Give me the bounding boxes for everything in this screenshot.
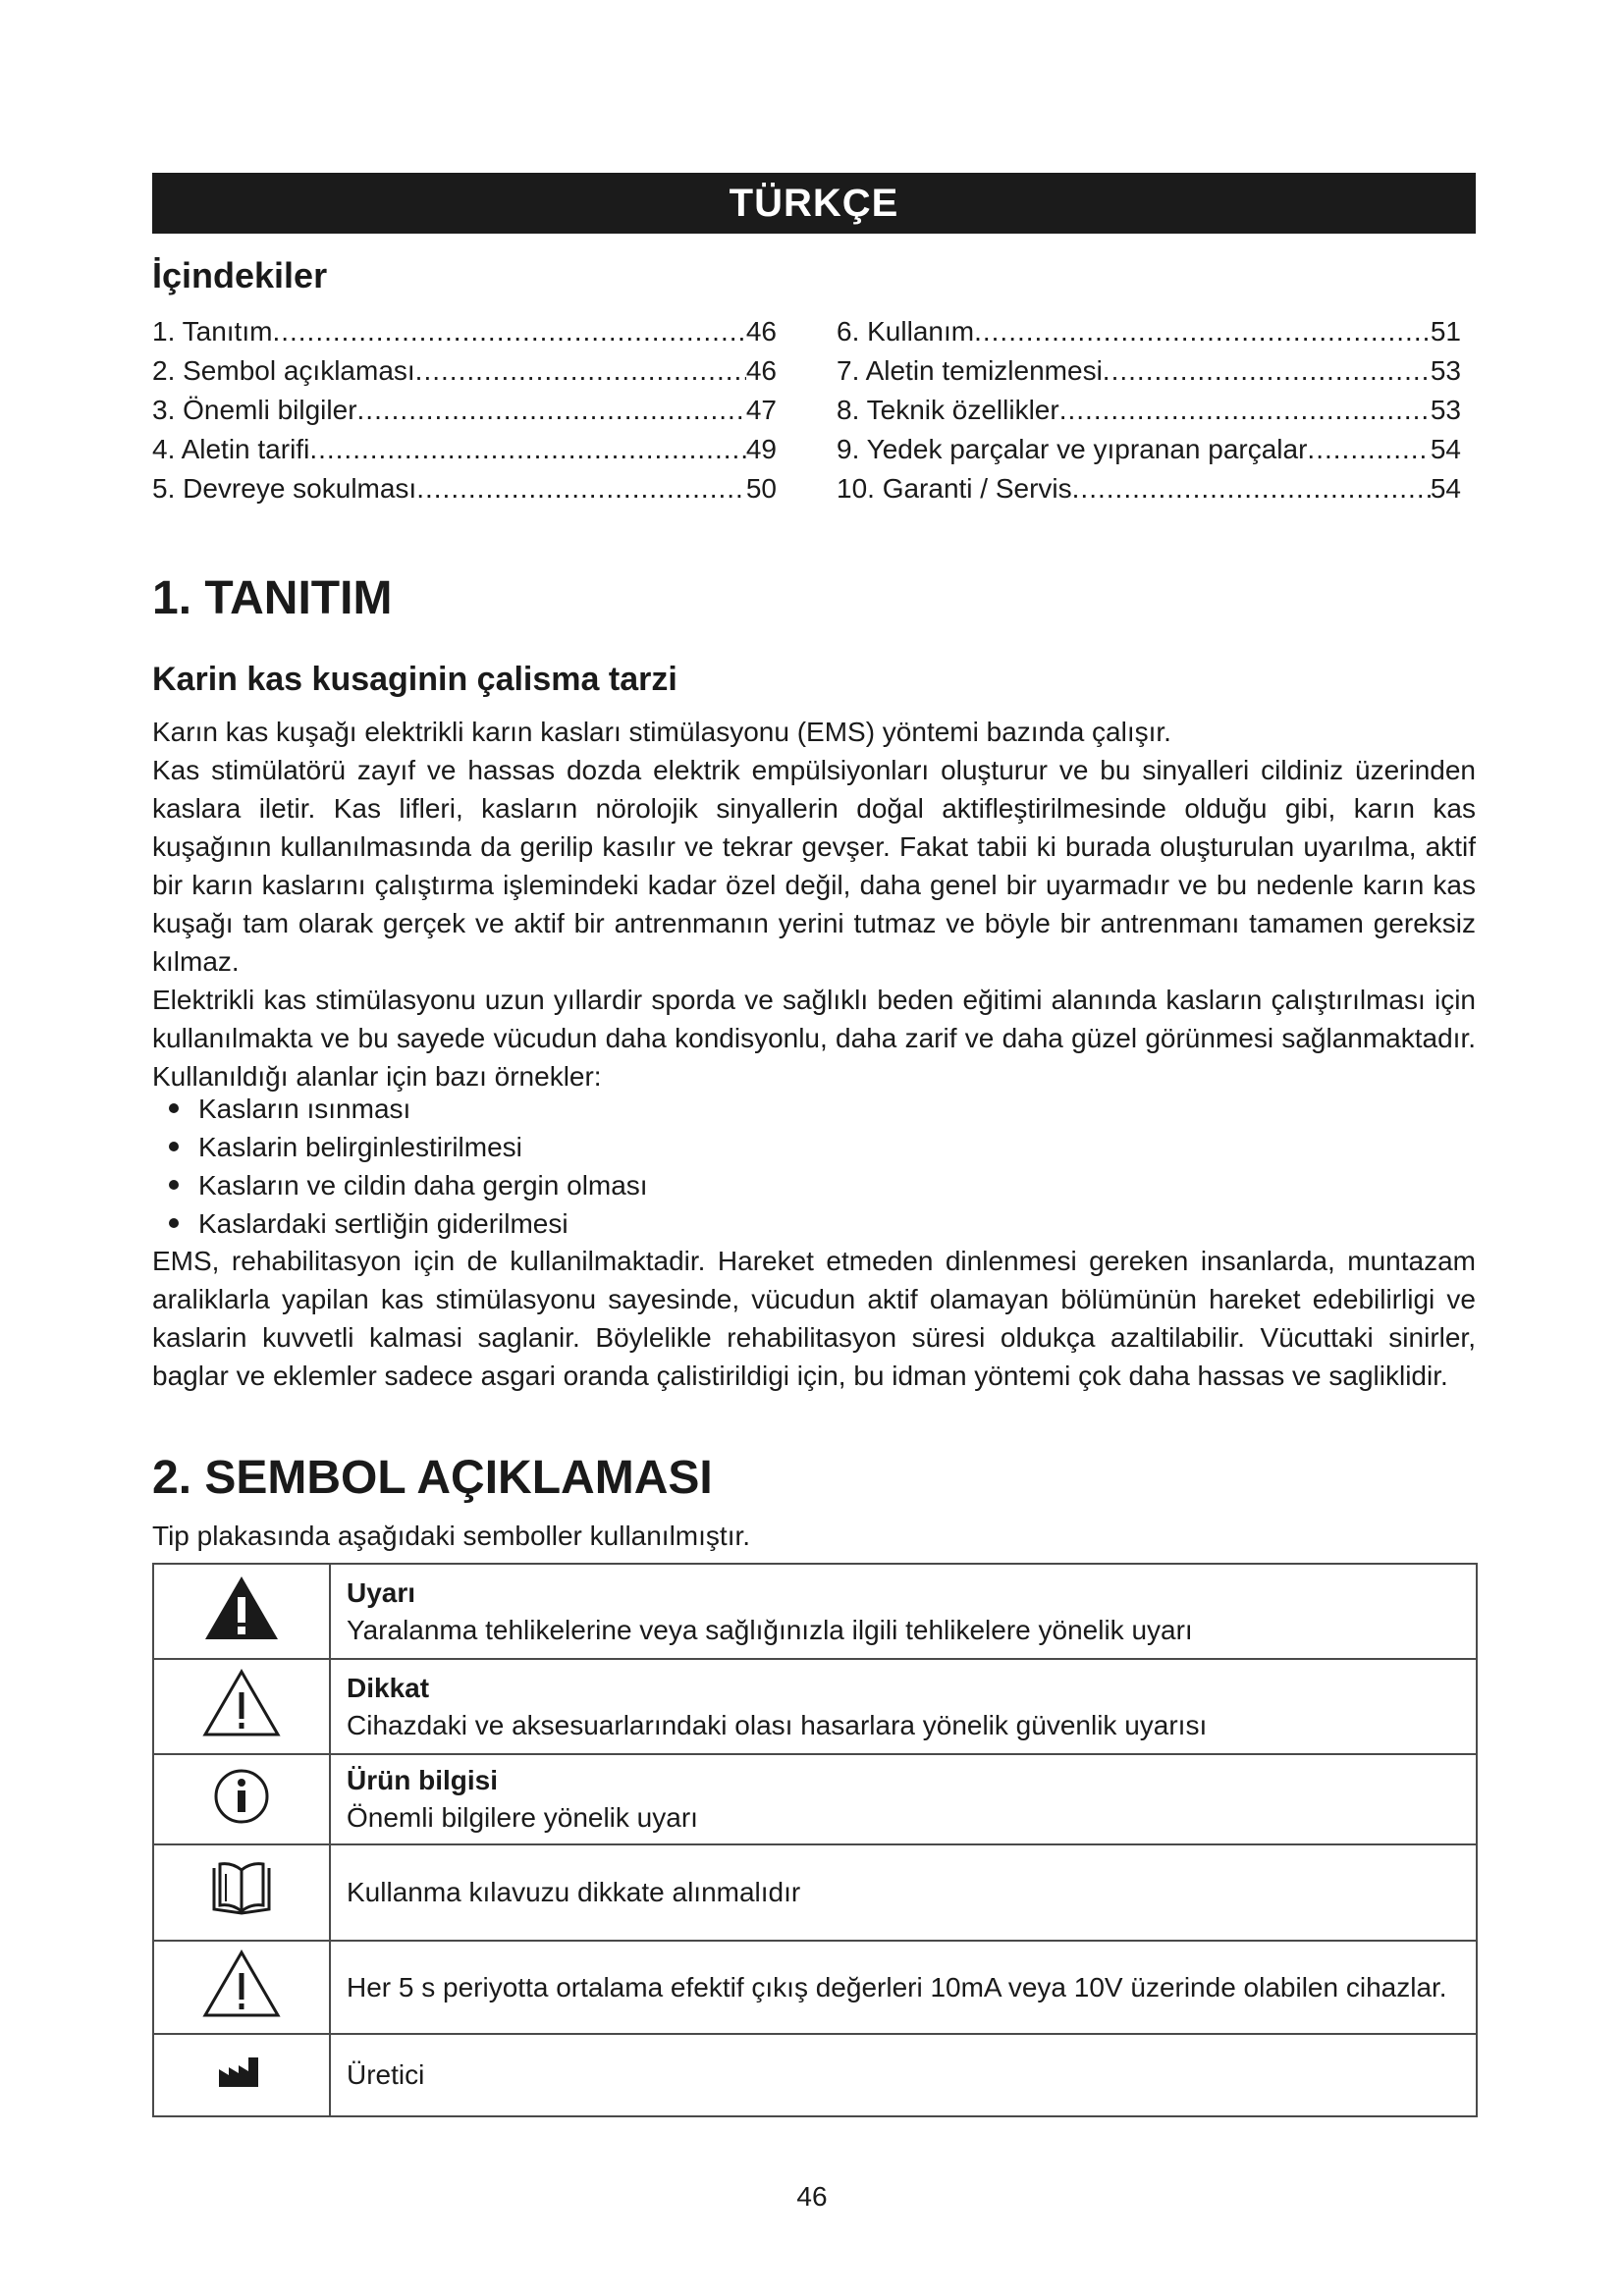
section1-subheading: Karin kas kusaginin çalisma tarzi <box>152 661 677 698</box>
toc-entry[interactable] <box>152 351 777 391</box>
toc-left-column <box>152 312 777 508</box>
symbol-text: Cihazdaki ve aksesuarlarındaki olası hasarlara yönelik güvenlik uyarısı <box>347 1709 1208 1740</box>
toc-leader <box>416 469 746 508</box>
toc-entry[interactable] <box>837 312 1461 351</box>
toc-entry-page: 50 <box>745 473 777 504</box>
symbol-table <box>152 1563 1478 2117</box>
toc-entry[interactable] <box>152 469 777 508</box>
caution-outline-icon <box>202 1668 281 1738</box>
toc-entry[interactable] <box>152 391 777 430</box>
section1-paragraph-2: Kas stimülatörü zayıf ve hassas dozda elektrik empülsiyonları oluşturur ve bu sinyalleri cildiniz üzerinden kaslara iletir. Kas lifleri, kasların nörolojik sinyallerin doğal aktifleştirilmesinde olduğu gibi, karın kas kuşağının kullanılmasında da gerilip kasılır ve tekrar gevşer. Fakat tabii ki burada oluşturulan uyarılma, aktif bir karın kaslarını çalıştırma işlemindeki kadar özel değil, daha genel bir uyarmadır ve bu nedenle karın kas kuşağı tam olarak gerçek ve aktif bir antrenmanın yerini tutmaz ve böyle bir antrenmanı tamamen gereksiz kılmaz. <box>152 755 1476 977</box>
toc-leader <box>1307 430 1430 469</box>
table-row <box>153 1754 1477 1844</box>
symbol-title: Ürün bilgisi <box>347 1765 498 1795</box>
list-item <box>169 1204 648 1243</box>
toc-leader <box>1103 351 1431 391</box>
list-item <box>169 1166 648 1204</box>
toc-entry-label: 4. Aletin tarifi <box>152 434 310 464</box>
page-number: 46 <box>796 2181 828 2212</box>
toc-entry-page: 53 <box>1430 395 1461 425</box>
section2-heading: 2. SEMBOL AÇIKLAMASI <box>152 1452 713 1504</box>
toc-entry-page: 46 <box>745 316 777 347</box>
toc-entry-page: 49 <box>745 434 777 464</box>
toc-entry[interactable] <box>837 469 1461 508</box>
symbol-description <box>330 1941 1477 2034</box>
table-row <box>153 1941 1477 2034</box>
symbol-description <box>330 2034 1477 2116</box>
toc-entry-label: 9. Yedek parçalar ve yıpranan parçalar <box>837 434 1308 464</box>
bullet-icon <box>169 1142 179 1151</box>
table-row <box>153 1564 1477 1659</box>
warning-filled-icon <box>203 1574 280 1642</box>
toc-entry-page: 54 <box>1430 473 1461 504</box>
symbol-text: Önemli bilgilere yönelik uyarı <box>347 1802 698 1833</box>
toc-entry-label: 6. Kullanım <box>837 316 975 347</box>
bullet-icon <box>169 1218 179 1228</box>
symbol-cell <box>153 1941 330 2034</box>
toc-entry-label: 7. Aletin temizlenmesi <box>837 355 1103 386</box>
symbol-cell <box>153 1844 330 1941</box>
toc-entry-label: 1. Tanıtım <box>152 316 273 347</box>
toc-leader <box>1059 391 1431 430</box>
list-item-text: Kaslarin belirginlestirilmesi <box>198 1132 522 1162</box>
symbol-text: Üretici <box>347 2059 425 2090</box>
usage-bullet-list <box>169 1090 648 1243</box>
toc-leader <box>309 430 746 469</box>
manual-book-icon <box>206 1860 277 1919</box>
bullet-icon <box>169 1180 179 1190</box>
symbol-title: Dikkat <box>347 1672 430 1703</box>
language-banner: TÜRKÇE <box>152 173 1476 234</box>
toc-entry[interactable] <box>152 430 777 469</box>
toc-entry-page: 54 <box>1430 434 1461 464</box>
toc-entry-page: 53 <box>1430 355 1461 386</box>
toc-leader <box>1072 469 1431 508</box>
toc-entry-label: 3. Önemli bilgiler <box>152 395 357 425</box>
table-row <box>153 1659 1477 1754</box>
toc-entry[interactable] <box>837 351 1461 391</box>
table-row <box>153 2034 1477 2116</box>
toc-leader <box>357 391 746 430</box>
toc-leader <box>272 312 745 351</box>
symbol-text: Yaralanma tehlikelerine veya sağlığınızla ilgili tehlikelere yönelik uyarı <box>347 1614 1193 1645</box>
toc-leader <box>974 312 1431 351</box>
caution-outline-icon <box>202 1949 281 2019</box>
symbol-description <box>330 1754 1477 1844</box>
toc-entry-label: 2. Sembol açıklaması <box>152 355 415 386</box>
symbol-text: Kullanma kılavuzu dikkate alınmalıdır <box>347 1877 801 1907</box>
toc-entry-page: 51 <box>1430 316 1461 347</box>
table-row <box>153 1844 1477 1941</box>
section1-paragraph-3: Elektrikli kas stimülasyonu uzun yıllardir sporda ve sağlıklı beden eğitimi alanında kasların çalıştırılması için kullanılmakta ve bu sayede vücudun daha kondisyonlu, daha zarif ve daha güzel görünmesi sağlanmaktadır. Kullanıldığı alanlar için bazı örnekler: <box>152 985 1476 1092</box>
symbol-cell <box>153 1754 330 1844</box>
toc-entry-label: 8. Teknik özellikler <box>837 395 1059 425</box>
symbol-text: Her 5 s periyotta ortalama efektif çıkış değerleri 10mA veya 10V üzerinde olabilen cihazlar. <box>347 1971 1447 2002</box>
section1-paragraph-1: Karın kas kuşağı elektrikli karın kasları stimülasyonu (EMS) yöntemi bazında çalışır. <box>152 717 1171 747</box>
symbol-cell <box>153 1564 330 1659</box>
list-item-text: Kaslardaki sertliğin giderilmesi <box>198 1208 568 1239</box>
symbol-description <box>330 1564 1477 1659</box>
list-item-text: Kasların ısınması <box>198 1094 411 1124</box>
toc-entry[interactable] <box>152 312 777 351</box>
section1-heading: 1. TANITIM <box>152 572 393 624</box>
toc-entry-label: 10. Garanti / Servis <box>837 473 1072 504</box>
toc-entry[interactable] <box>837 430 1461 469</box>
bullet-icon <box>169 1103 179 1113</box>
symbol-description <box>330 1844 1477 1941</box>
manufacturer-icon <box>217 2056 266 2089</box>
list-item-text: Kasların ve cildin daha gergin olması <box>198 1170 648 1201</box>
toc-title: İçindekiler <box>152 255 328 295</box>
toc-entry-page: 47 <box>745 395 777 425</box>
section1-paragraph-4: EMS, rehabilitasyon için de kullanilmaktadir. Hareket etmeden dinlenmesi gereken insanlarda, muntazam araliklarla yapilan kas stimülasyonu sayesinde, vücudun aktif olamayan bölümünün hareket edebilirligi ve kaslarin kuvvetli kalmasi saglanir. Böylelikle rehabilitasyon süresi oldukça azaltilabilir. Vücuttaki sinirler, baglar ve eklemler sadece asgari oranda çalistirildigi için, bu idman yöntemi çok daha hassas ve sagliklidir. <box>152 1246 1476 1391</box>
toc-entry-label: 5. Devreye sokulması <box>152 473 417 504</box>
toc-entry[interactable] <box>837 391 1461 430</box>
toc-leader <box>415 351 746 391</box>
symbol-description <box>330 1659 1477 1754</box>
symbol-title: Uyarı <box>347 1576 416 1608</box>
symbol-cell <box>153 2034 330 2116</box>
list-item <box>169 1090 648 1128</box>
section2-intro: Tip plakasında aşağıdaki semboller kullanılmıştır. <box>152 1521 751 1551</box>
toc-right-column <box>837 312 1461 508</box>
symbol-cell <box>153 1659 330 1754</box>
info-icon <box>213 1768 270 1825</box>
toc-entry-page: 46 <box>745 355 777 386</box>
list-item <box>169 1128 648 1166</box>
